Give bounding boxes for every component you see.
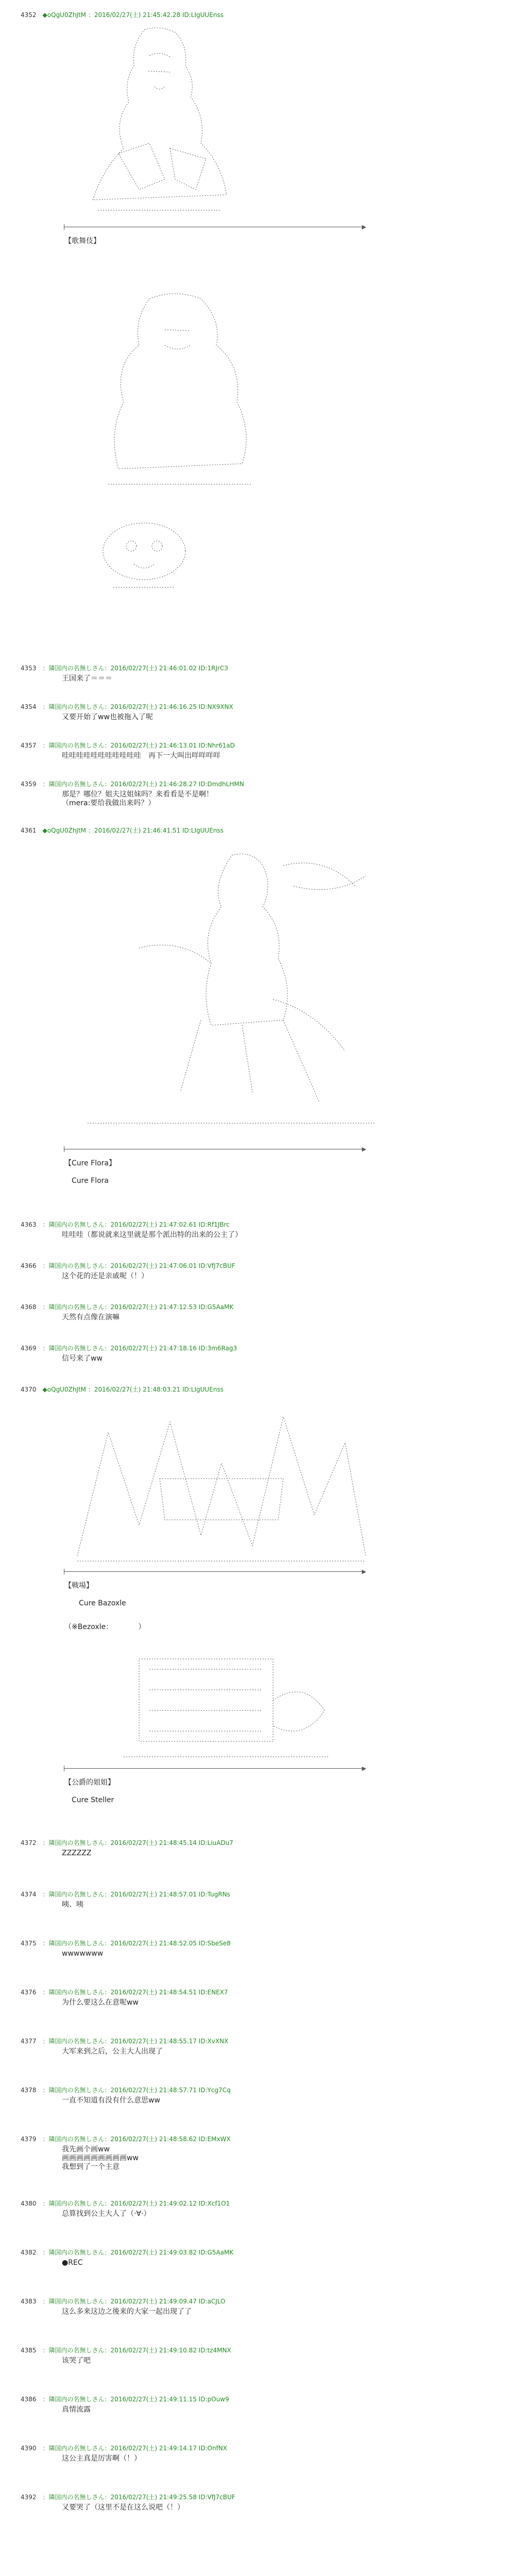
post-header: ：隣国内の名無しさん：2016/02/27(土) 21:48:55.17 ID:XvXNX — [42, 2038, 229, 2045]
post-text: （mera:要给我做出来吗？） — [62, 799, 156, 807]
divider-arrow-icon: ▶ — [362, 224, 366, 230]
post — [21, 2136, 381, 2172]
post-header: ：隣国内の名無しさん：2016/02/27(土) 21:46:01.02 ID:1RJrC3 — [42, 665, 228, 672]
post — [21, 1989, 381, 2007]
caption-line: Cure Flora — [64, 1177, 109, 1185]
divider-arrow-icon: ▶ — [362, 1765, 366, 1772]
post-text: 总算找到公主大人了（·∀·） — [62, 2210, 151, 2218]
post — [21, 1839, 381, 1858]
post-header: ：隣国内の名無しさん：2016/02/27(土) 21:46:16.25 ID:NX9XNX — [42, 703, 233, 710]
scene-divider — [64, 1765, 366, 1772]
post-text: 我想到了一个主意 — [62, 2163, 120, 2171]
post-header: ：隣国内の名無しさん：2016/02/27(土) 21:47:18.16 ID:3m6Rag3 — [42, 1345, 237, 1352]
post-text: 信号来了ww — [62, 1354, 103, 1363]
post-number[interactable]: 4378 — [21, 2087, 37, 2094]
post-number[interactable]: 4390 — [21, 2445, 37, 2452]
ascii-art-figure-3 — [93, 515, 196, 598]
post-number[interactable]: 4382 — [21, 2249, 37, 2256]
caption-line: 【Cure Flora】 — [64, 1159, 116, 1167]
caption-line — [64, 1168, 122, 1177]
post-number[interactable]: 4377 — [21, 2038, 37, 2045]
post-text: 咦、咦 — [62, 1901, 83, 1909]
post-text: 画画画画画画画画画ww — [62, 2154, 139, 2162]
caption-block — [64, 1582, 126, 1608]
post — [21, 2038, 381, 2056]
post-header: ：隣国内の名無しさん：2016/02/27(土) 21:49:11.15 ID:pOuw9 — [42, 2396, 229, 2403]
caption-line — [64, 255, 122, 263]
post-text: 这个花的还是亲戚呢（！） — [62, 1272, 148, 1280]
post — [21, 703, 381, 722]
post-number[interactable]: 4369 — [21, 1345, 37, 1352]
ascii-art-figure-5 — [67, 1401, 376, 1566]
post-header: ：隣国内の名無しさん：2016/02/27(土) 21:48:58.62 ID:EMxWX — [42, 2136, 231, 2143]
post — [21, 2347, 381, 2365]
scene-divider — [64, 1568, 366, 1575]
caption-block — [64, 1159, 122, 1185]
post-header: ：隣国内の名無しさん：2016/02/27(土) 21:47:12.53 ID:G5AaMK — [42, 1303, 234, 1311]
post-number[interactable]: 4379 — [21, 2136, 37, 2143]
post-header: ：隣国内の名無しさん：2016/02/27(土) 21:48:52.05 ID:SbeSe8 — [42, 1940, 231, 1947]
post-text: 天然有点像在演嘛 — [62, 1313, 120, 1321]
post-header: ◆oQgU0ZhJtM ：2016/02/27(土) 21:48:03.21 ID:LIgUUEnss — [42, 1386, 224, 1393]
post-number[interactable]: 4376 — [21, 1989, 37, 1996]
caption-line — [64, 1787, 122, 1796]
post-text: ●REC — [62, 2259, 83, 2267]
caption-line: 【戦場】 — [64, 1582, 93, 1590]
post-text: 一直不知道有没有什么意思ww — [62, 2096, 160, 2105]
post-number[interactable]: 4370 — [21, 1386, 37, 1393]
caption-line: 【歌舞伎】 — [64, 237, 100, 245]
post-text: 我先画个画ww — [62, 2145, 110, 2154]
post — [21, 781, 381, 808]
post-number[interactable]: 4375 — [21, 1940, 37, 1947]
post-text: 哇哇哇哇哇哇哇哇哇哇哇 再下一大叫出咩咩咩咩 — [62, 752, 220, 760]
ascii-art-illustration — [88, 25, 232, 221]
post — [21, 2087, 381, 2105]
post-text: 又要哭了（这里不是在这么说吧（！） — [62, 2503, 184, 2512]
post-text: wwwwwww — [62, 1950, 104, 1958]
post-number[interactable]: 4368 — [21, 1303, 37, 1311]
post-header: ：隣国内の名無しさん：2016/02/27(土) 21:49:03.82 ID:G5AaMK — [42, 2249, 234, 2256]
post-number[interactable]: 4361 — [21, 827, 37, 834]
post-text: 真情流露 — [62, 2405, 91, 2414]
post-number[interactable]: 4383 — [21, 2298, 37, 2305]
post-header: ：隣国内の名無しさん：2016/02/27(土) 21:49:10.82 ID:tz4MNX — [42, 2347, 231, 2354]
post-header: ：隣国内の名無しさん：2016/02/27(土) 21:46:28.27 ID:DmdhLHMN — [42, 781, 244, 788]
post — [21, 1345, 381, 1363]
post-text: 大军来到之后，公主大人出现了 — [62, 2047, 163, 2056]
post-header: ：隣国内の名無しさん：2016/02/27(土) 21:47:02.61 ID:Rf1JBrc — [42, 1221, 230, 1228]
post — [21, 2249, 381, 2267]
post — [21, 665, 381, 683]
post-number[interactable]: 4386 — [21, 2396, 37, 2403]
divider-arrow-icon: ▶ — [362, 1146, 366, 1153]
post — [21, 1891, 381, 1909]
post — [21, 1940, 381, 1958]
post-text: 该哭了吧 — [62, 2357, 91, 2365]
post — [21, 742, 381, 760]
ascii-art-figure-6 — [118, 1649, 335, 1762]
divider-arrow-icon: ▶ — [362, 1568, 366, 1575]
caption-line — [64, 246, 122, 255]
post-text: 这么多来这边之後来的大家一起出现了了 — [62, 2308, 192, 2316]
post-number[interactable]: 4353 — [21, 665, 37, 672]
post-text: 王国来了＝＝＝ — [62, 674, 112, 683]
caption-block — [64, 237, 122, 272]
caption-block — [64, 1623, 145, 1632]
post-number[interactable]: 4363 — [21, 1221, 37, 1228]
post-text: 为什么要这么在意呢ww — [62, 1998, 139, 2007]
caption-line: Cure Bazoxle — [64, 1599, 126, 1607]
post-header: ：隣国内の名無しさん：2016/02/27(土) 21:48:57.71 ID:Ycg7Cq — [42, 2087, 231, 2094]
caption-line: 【公爵的姐姐】 — [64, 1778, 115, 1787]
post-number[interactable]: 4354 — [21, 703, 37, 710]
caption-line — [64, 1590, 126, 1599]
ascii-art-illustration — [77, 845, 386, 1133]
post-header: ：隣国内の名無しさん：2016/02/27(土) 21:47:06.01 ID:VfJ7cBUF — [42, 1262, 235, 1269]
post-header: ：隣国内の名無しさん：2016/02/27(土) 21:49:25.58 ID:VfJ7cBUF — [42, 2494, 235, 2501]
caption-line — [64, 263, 122, 272]
post-text: 那是？哪位？姐夫这姐妹吗？来看看是不是啊！ — [62, 790, 213, 799]
post-header: ：隣国内の名無しさん：2016/02/27(土) 21:49:09.47 ID:aCJLO — [42, 2298, 226, 2305]
post-header: ：隣国内の名無しさん：2016/02/27(土) 21:48:54.51 ID:ENEX7 — [42, 1989, 228, 1996]
post-number[interactable]: 4352 — [21, 11, 37, 19]
post — [21, 1221, 381, 1240]
post-header: ：隣国内の名無しさん：2016/02/27(土) 21:48:57.01 ID:TugRNs — [42, 1891, 230, 1898]
post-text: 哇哇哇（都说就来这里就是那个派出特的出来的公主了） — [62, 1231, 242, 1239]
post-header: ◆oQgU0ZhJtM ：2016/02/27(土) 21:46:41.51 ID:LIgUUEnss — [42, 827, 224, 834]
post-number[interactable]: 4366 — [21, 1262, 37, 1269]
post-header: ：隣国内の名無しさん：2016/02/27(土) 21:49:02.12 ID:Xcf1O1 — [42, 2200, 230, 2207]
post-number[interactable]: 4385 — [21, 2347, 37, 2354]
post — [21, 2494, 381, 2512]
post-number[interactable]: 4380 — [21, 2200, 37, 2207]
post — [21, 827, 381, 835]
post-text: 又要开始了ww也被拖入了呢 — [62, 713, 153, 721]
ascii-art-figure-4 — [77, 845, 386, 1133]
post — [21, 2396, 381, 2414]
post-header: ：隣国内の名無しさん：2016/02/27(土) 21:48:45.14 ID:LiuADu7 — [42, 1839, 233, 1846]
caption-line: （※Bezoxle： ） — [64, 1623, 146, 1631]
post-number[interactable]: 4374 — [21, 1891, 37, 1898]
post — [21, 11, 381, 19]
ascii-art-figure-2 — [88, 289, 273, 505]
post — [21, 2445, 381, 2463]
caption-block — [64, 1778, 122, 1805]
post — [21, 1262, 381, 1281]
caption-line: Cure Steller — [64, 1796, 114, 1804]
ascii-art-illustration — [118, 1649, 335, 1762]
ascii-art-illustration — [88, 289, 273, 505]
post-text: 这公主真是厉害啊（！） — [62, 2454, 141, 2463]
post-number[interactable]: 4359 — [21, 781, 37, 788]
post-number[interactable]: 4392 — [21, 2494, 37, 2501]
ascii-art-illustration — [93, 515, 196, 598]
ascii-art-illustration — [67, 1401, 376, 1566]
post-header: ◆oQgU0ZhJtM ：2016/02/27(土) 21:45:42.28 ID:LIgUUEnss — [42, 11, 224, 19]
post-number[interactable]: 4372 — [21, 1839, 37, 1846]
post — [21, 1303, 381, 1322]
post — [21, 2298, 381, 2316]
post-text: ZZZZZZ — [62, 1849, 92, 1857]
post-header: ：隣国内の名無しさん：2016/02/27(土) 21:46:13.01 ID:Nhr61aD — [42, 742, 235, 749]
post-header: ：隣国内の名無しさん：2016/02/27(土) 21:49:14.17 ID:OnfNX — [42, 2445, 227, 2452]
post — [21, 2200, 381, 2218]
post — [21, 1386, 381, 1394]
post-number[interactable]: 4357 — [21, 742, 37, 749]
ascii-art-figure-1 — [88, 25, 232, 221]
